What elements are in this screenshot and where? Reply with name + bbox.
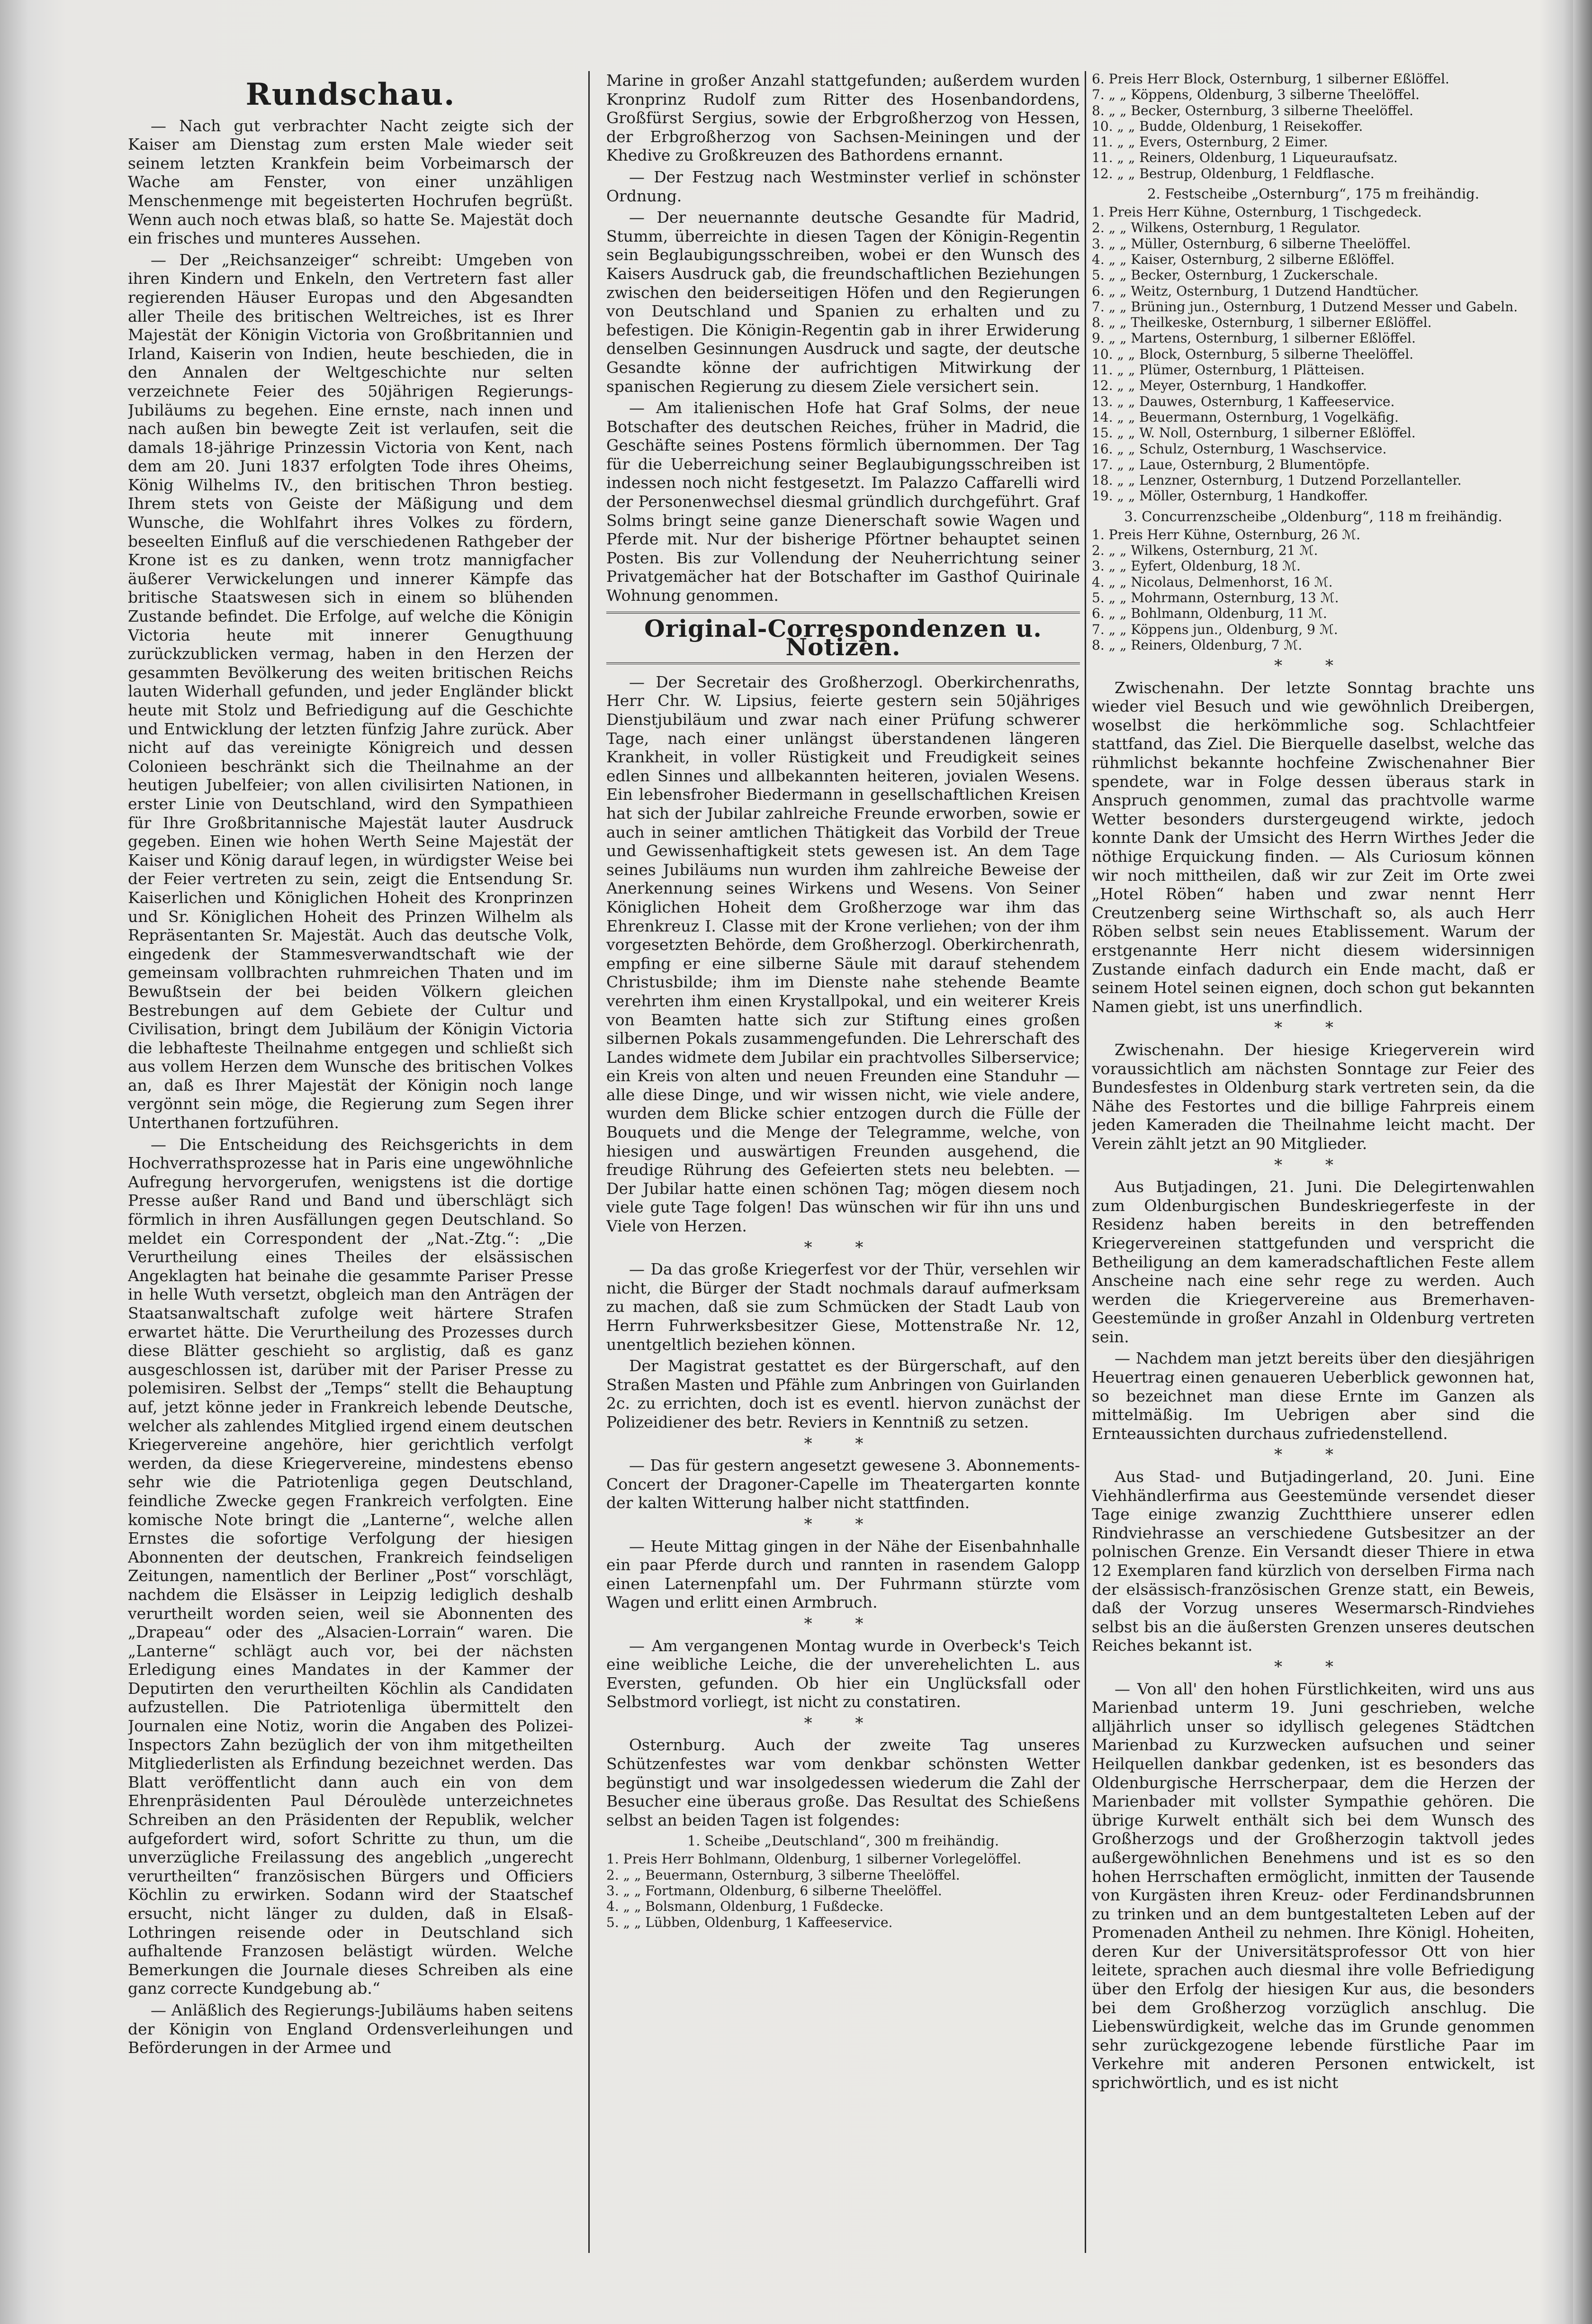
prize-entry: 15. „ „ W. Noll, Osternburg, 1 silberner Eßlöffel. xyxy=(1092,425,1416,441)
article-paragraph: — Der neuernannte deutsche Gesandte für Madrid, Stumm, überreichte in diesen Tagen der Königin-Regentin sein Beglaubigungsschreiben, wobei er den Wunsch des Kaisers Ausdruck gab, die freundschaftlichen Beziehungen zwischen den beiderseitigen Höfen und den Regierungen von Deutschland und Spanien zu erhalten und zu befestigen. Die Königin-Regentin gab in ihrer Erwiderung denselben Gesinnungen Ausdruck und sagte, der deutsche Gesandte könne der aufrichtigen Mitwirkung der spanischen Regierung zu diesem Ziele versichert sein. xyxy=(606,208,1080,396)
prize-entry: 3. „ „ Fortmann, Oldenburg, 6 silberne Theelöffel. xyxy=(606,1883,942,1899)
prize-entry: 4. „ „ Bolsmann, Oldenburg, 1 Fußdecke. xyxy=(606,1899,884,1915)
prize-entry: 18. „ „ Lenzner, Osternburg, 1 Dutzend Porzellanteller. xyxy=(1092,472,1462,488)
article-paragraph: — Der Festzug nach Westminster verlief in schönster Ordnung. xyxy=(606,167,1080,205)
prize-entry: 7. „ „ Brüning jun., Osternburg, 1 Dutzend Messer und Gabeln. xyxy=(1092,298,1518,315)
separator-stars: * * xyxy=(1274,656,1352,676)
separator-stars: * * xyxy=(804,1238,882,1257)
section-title-correspondenzen: Original-Correspondenzen u. Notizen. xyxy=(606,612,1080,664)
prize-list xyxy=(1092,71,1535,181)
prize-list xyxy=(1092,527,1535,653)
prize-entry: 2. „ „ Wilkens, Osternburg, 21 ℳ. xyxy=(1092,543,1318,559)
prize-entry: 13. „ „ Dauwes, Osternburg, 1 Kaffeeservice. xyxy=(1092,393,1395,409)
prize-entry: 1. Preis Herr Kühne, Osternburg, 26 ℳ. xyxy=(1092,526,1361,543)
prize-entry: 5. „ „ Becker, Osternburg, 1 Zuckerschale. xyxy=(1092,267,1378,283)
article-paragraph: Aus Butjadingen, 21. Juni. Die Delegirtenwahlen zum Oldenburgischen Bundeskriegerfeste in der Residenz haben bereits in den betreffenden Kriegervereinen stattgefunden und verspricht die Betheiligung an dem kameradschaftlichen Feste allem Anscheine nach eine sehr rege zu werden. Auch werden die Kriegervereine aus Bremerhaven-Geestemünde in großer Anzahl in Oldenburg vertreten sein. xyxy=(1092,1177,1535,1346)
separator-stars: * * xyxy=(804,1434,882,1453)
prize-entry: 11. „ „ Reiners, Oldenburg, 1 Liqueuraufsatz. xyxy=(1092,150,1398,166)
prize-entry: 1. Preis Herr Bohlmann, Oldenburg, 1 silberner Vorlegelöffel. xyxy=(606,1851,1022,1867)
prize-entry: 17. „ „ Laue, Osternburg, 2 Blumentöpfe. xyxy=(1092,456,1370,472)
column-rule-left xyxy=(588,71,590,2253)
article-paragraph: — Der „Reichsanzeiger“ schreibt: Umgeben von ihren Kindern und Enkeln, den Vertretern fast aller regierenden Häuser Europas und den Abgesandten aller Theile des britischen Weltreiches, ist es Ihrer Majestät der Königin Victoria von Großbritannien und Irland, Kaiserin von Indien, heute beschieden, die in den Annalen der Weltgeschichte nur selten verzeichnete Feier des 50jährigen Regierungs-Jubiläums zu begehen. Eine ernste, nach innen und nach außen bin bewegte Zeit ist verlaufen, seit die damals 18-jährige Prinzessin Victoria von Kent, nach dem am 20. Juni 1837 erfolgten Tode ihres Oheims, König Wilhelms IV., den britischen Thron bestieg. Ihrem stets von Geiste der Mäßigung und dem Wunsche, die Wohlfahrt ihres Volkes zu fördern, beseelten Einfluß auf die verschiedenen Rathgeber der Krone ist es zu danken, wenn trotz mannigfacher äußerer Verwickelungen und innerer Kämpfe das britische Staatswesen sich in einem so blühenden Zustande befindet. Die Erfolge, auf welche die Königin Victoria heute mit innerer Genugthuung zurückzublicken vermag, haben in den Herzen der gesammten Bevölkerung des weiten britischen Reichs lauten Widerhall gefunden, und jeder Engländer blickt heute mit Stolz und Befriedigung auf die Geschichte und Entwicklung der letzten fünfzig Jahre zurück. Aber nicht auf das vereinigte Königreich und dessen Colonieen beschränkt sich die Theilnahme an der heutigen Jubelfeier; von allen civilisirten Nationen, in erster Linie von Deutschland, wird den Sympathieen für Ihre Großbritannische Majestät lauter Ausdruck gegeben. Einen wie hohen Werth Seine Majestät der Kaiser und König darauf legen, in würdigster Weise bei der Feier vertreten zu sein, zeigt die Entsendung Sr. Kaiserlichen und Königlichen Hoheit des Kronprinzen und Sr. Königlichen Hoheit des Prinzen Wilhelm als Repräsentanten Sr. Majestät. Auch das deutsche Volk, eingedenk der Stammesverwandtschaft wie der gemeinsam vollbrachten ruhmreichen Thaten und im Bewußtsein der bei beiden Völkern gleichen Bestrebungen auf dem Gebiete der Cultur und Civilisation, bringt dem Jubiläum der Königin Victoria die lebhafteste Theilnahme entgegen und schließt sich aus vollem Herzen dem Wunsche des britischen Volkes an, daß es Ihrer Majestät der Königin noch lange vergönnt sein möge, die Regierung zum Segen ihrer Unterthanen fortzuführen. xyxy=(128,250,573,1132)
article-paragraph: Zwischenahn. Der letzte Sonntag brachte uns wieder viel Besuch und wie gewöhnlich Dreibergen, woselbst die herkömmliche sog. Schlachtfeier stattfand, das Ziel. Die Bierquelle daselbst, welche das rühmlichst bekannte hochfeine Zwischenahner Bier spendete, war in Folge dessen überaus stark in Anspruch genommen, zumal das prachtvolle warme Wetter besonders durstergeugend wirkte, jedoch konnte Dank der Umsicht des Herrn Wirthes Jeder die nöthige Erquickung finden. — Als Curiosum können wir noch mittheilen, daß wir zur Zeit im Orte zwei „Hotel Röben“ haben und zwar nennt Herr Creutzenberg seine Wirthschaft so, als auch Herr Röben selbst sein neues Etablissement. Warum der erstgenannte Herr nicht diesem widersinnigen Zustande einfach dadurch ein Ende macht, daß er seinem Hotel seinen eignen, doch schon gut bekannten Namen giebt, ist uns unerfindlich. xyxy=(1092,678,1535,1016)
prize-entry: 11. „ „ Plümer, Osternburg, 1 Plätteisen. xyxy=(1092,362,1365,378)
article-paragraph: — Der Secretair des Großherzogl. Oberkirchenraths, Herr Chr. W. Lipsius, feierte gestern sein 50jähriges Dienstjubiläum und zwar nach einer Prüfung schwerer Tage, nach einer unlängst überstandenen längeren Krankheit, in voller Rüstigkeit und Freudigkeit seines edlen Sinnes und allbekannten heiteren, jovialen Wesens. Ein lebensfroher Biedermann in gesellschaftlichen Kreisen hat sich der Jubilar zahlreiche Freunde erworben, sowie er auch in seiner amtlichen Thätigkeit das Vorbild der Treue und Gewissenhaftigkeit stets gewesen ist. An dem Tage seines Jubiläums nun wurden ihm zahlreiche Beweise der Anerkennung seines Wirkens und Wesens. Von Seiner Königlichen Hoheit dem Großherzoge war ihm das Ehrenkreuz I. Classe mit der Krone verliehen; von der ihm vorgesetzten Behörde, dem Großherzogl. Oberkirchenrath, empfing er eine silberne Säule mit darauf stehendem Christusbilde; ihm im Dienste nahe stehende Beamte verehrten ihm einen Krystallpokal, und ein weiterer Kreis von Beamten hatte sich zur Stiftung eines großen silbernen Pokals zusammengefunden. Die Lehrerschaft des Landes widmete dem Jubilar ein prachtvolles Silberservice; ein Kreis von alten und neuen Freunden eine Standuhr — alle diese Dinge, und wir wissen nicht, wie viele andere, wurden dem Blicke schier entzogen durch die Fülle der Bouquets und die Menge der Telegramme, welche, von hiesigen und auswärtigen Freunden ausgehend, die freudige Rührung des Gefeierten stets neu belebten. — Der Jubilar hatte einen schönen Tag; mögen diesem noch viele gute Tage folgen! Das wünschen wir für ihn uns und Viele von Herzen. xyxy=(606,672,1080,1236)
article-paragraph: — Das für gestern angesetzt gewesene 3. Abonnements-Concert der Dragoner-Capelle im Theatergarten konnte der kalten Witterung halber nicht stattfinden. xyxy=(606,1456,1080,1512)
prize-entry: 8. „ „ Theilkeske, Osternburg, 1 silberner Eßlöffel. xyxy=(1092,315,1432,331)
article-paragraph: Zwischenahn. Der hiesige Kriegerverein wird voraussichtlich am nächsten Sonntage zur Feier des Bundesfestes in Oldenburg stark vertreten sein, da die Nähe des Festortes und die billige Fahrpreis einem jeden Kameraden die Theilnahme leicht macht. Der Verein zählt jetzt an 90 Mitglieder. xyxy=(1092,1040,1535,1153)
prize-entry: 12. „ „ Bestrup, Oldenburg, 1 Feldflasche. xyxy=(1092,165,1375,181)
prize-entry: 9. „ „ Martens, Osternburg, 1 silberner Eßlöffel. xyxy=(1092,330,1416,346)
prize-entry: 2. „ „ Beuermann, Osternburg, 3 silberne Theelöffel. xyxy=(606,1867,960,1883)
prize-entry: 6. „ „ Weitz, Osternburg, 1 Dutzend Handtücher. xyxy=(1092,283,1419,299)
article-paragraph: — Da das große Kriegerfest vor der Thür, versehlen wir nicht, die Bürger der Stadt nochmals darauf aufmerksam zu machen, daß sie zum Schmücken der Stadt Laub von Herrn Fuhrwerksbesitzer Giese, Mottenstraße Nr. 12, unentgeltlich beziehen können. xyxy=(606,1260,1080,1354)
separator-stars: * * xyxy=(804,1514,882,1534)
article-paragraph: — Am vergangenen Montag wurde in Overbeck's Teich eine weibliche Leiche, die der unverehelichten L. aus Eversten, gefunden. Ob hier ein Unglücksfall oder Selbstmord vorliegt, ist nicht zu constatiren. xyxy=(606,1636,1080,1711)
separator-stars: * * xyxy=(1274,1155,1352,1175)
article-paragraph: — Nachdem man jetzt bereits über den diesjährigen Heuertrag einen genaueren Ueberblick gewonnen hat, so bezeichnet man diese Ernte im Ganzen als mittelmäßig. Im Uebrigen aber sind die Ernteaussichten durchaus zufriedenstellend. xyxy=(1092,1349,1535,1443)
article-paragraph: — Anläßlich des Regierungs-Jubiläums haben seitens der Königin von England Ordensverleihungen und Beförderungen in der Armee und xyxy=(128,2000,573,2057)
article-paragraph: Aus Stad- und Butjadingerland, 20. Juni. Eine Viehhändlerfirma aus Geestemünde versendet dieser Tage einige zwanzig Zuchtthiere unserer edlen Rindviehrasse an verschiedene Gutsbesitzer an der polnischen Grenze. Ein Versandt dieser Thiere in etwa 12 Exemplaren fand kürzlich von derselben Firma nach der elsässisch-französischen Grenze statt, ein Beweis, daß der Vorzug unseres Wesermarsch-Rindviehes selbst bis an die äußersten Grenzen unseres deutschen Reiches bekannt ist. xyxy=(1092,1467,1535,1655)
prize-entry: 4. „ „ Kaiser, Osternburg, 2 silberne Eßlöffel. xyxy=(1092,251,1395,267)
prize-entry: 5. „ „ Mohrmann, Osternburg, 13 ℳ. xyxy=(1092,589,1339,606)
article-paragraph: — Nach gut verbrachter Nacht zeigte sich der Kaiser am Dienstag zum ersten Male wieder seit seinem letzten Krankfein beim Vorbeimarsch der Wache am Fenster, von einer unzähligen Menschenmenge mit begeisterten Hochrufen begrüßt. Wenn auch noch etwas blaß, so hatte Se. Majestät doch ein frisches und munteres Aussehen. xyxy=(128,116,573,248)
prize-entry: 5. „ „ Lübben, Oldenburg, 1 Kaffeeservice. xyxy=(606,1914,893,1930)
separator-stars: * * xyxy=(1274,1018,1352,1038)
column-3 xyxy=(1092,71,1535,2258)
prize-entry: 8. „ „ Becker, Osternburg, 3 silberne Theelöffel. xyxy=(1092,102,1413,118)
prize-entry: 3. „ „ Müller, Osternburg, 6 silberne Theelöffel. xyxy=(1092,235,1411,252)
prize-entry: 8. „ „ Reiners, Oldenburg, 7 ℳ. xyxy=(1092,637,1303,653)
prize-list-heading: 3. Concurrenzscheibe „Oldenburg“, 118 m freihändig. xyxy=(1124,508,1502,524)
column-rule-right xyxy=(1085,71,1086,2253)
separator-stars: * * xyxy=(804,1614,882,1633)
separator-stars: * * xyxy=(1274,1445,1352,1465)
column-2 xyxy=(606,71,1080,2258)
prize-entry: 1. Preis Herr Kühne, Osternburg, 1 Tischgedeck. xyxy=(1092,204,1422,220)
prize-entry: 11. „ „ Evers, Osternburg, 2 Eimer. xyxy=(1092,134,1328,150)
article-paragraph: — Von all' den hohen Fürstlichkeiten, wird uns aus Marienbad unterm 19. Juni geschrieben, welche alljährlich unser so idyllisch gelegenes Städtchen Marienbad zu Kurzwecken aufsuchen und seiner Heilquellen dankbar gedenken, ist es besonders das Oldenburgische Herrscherpaar, dem die Herzen der Marienbader mit vollster Sympathie gehören. Die übrige Kurwelt enthält sich bei dem Wunsch des Großherzogs und der Großherzogin taktvoll jedes außergewöhnlichen Benehmens und ist es so den hohen Herrschaften ermöglicht, inmitten der Tausende von Kurgästen ihren Kreuz- oder Ferdinandsbrunnen zu trinken und an dem buntgestalteten Leben auf der Promenaden Antheil zu nehmen. Ihre Königl. Hoheiten, deren Kur der Universitätsprofessor Ott von hier leitete, sprachen auch diesmal ihre volle Befriedigung über den Erfolg der hiesigen Kur aus, die besonders bei dem Großherzog vorzüglich anschlug. Die Liebenswürdigkeit, welche das im Grunde genommen sehr zurückgezogene lebende fürstliche Paar im Verkehre mit anderen Personen entwickelt, ist sprichwörtlich, und es ist nicht xyxy=(1092,1679,1535,2092)
prize-entry: 10. „ „ Block, Osternburg, 5 silberne Theelöffel. xyxy=(1092,346,1414,362)
article-paragraph: Osternburg. Auch der zweite Tag unseres Schützenfestes war vom denkbar schönsten Wetter begünstigt und war insolgedessen wiederum die Zahl der Besucher eine überaus große. Das Resultat des Schießens selbst an beiden Tagen ist folgendes: xyxy=(606,1736,1080,1829)
prize-list-heading: 1. Scheibe „Deutschland“, 300 m freihändig. xyxy=(687,1833,999,1849)
prize-list-heading: 2. Festscheibe „Osternburg“, 175 m freihändig. xyxy=(1147,186,1479,202)
prize-list xyxy=(606,1851,1080,1930)
prize-entry: 6. „ „ Bohlmann, Oldenburg, 11 ℳ. xyxy=(1092,606,1327,622)
article-paragraph: Der Magistrat gestattet es der Bürgerschaft, auf den Straßen Masten und Pfähle zum Anbringen von Guirlanden 2c. zu errichten, doch ist es eventl. hiervon zunächst der Polizeidiener des betr. Reviers in Kenntniß zu setzen. xyxy=(606,1356,1080,1431)
prize-entry: 4. „ „ Nicolaus, Delmenhorst, 16 ℳ. xyxy=(1092,574,1333,590)
prize-entry: 7. „ „ Köppens jun., Oldenburg, 9 ℳ. xyxy=(1092,621,1338,637)
separator-stars: * * xyxy=(1274,1657,1352,1676)
article-paragraph: — Am italienischen Hofe hat Graf Solms, der neue Botschafter des deutschen Reiches, früher in Madrid, die Geschäfte seines Postens förmlich übernommen. Der Tag für die Ueberreichung seiner Beglaubigungsschreiben ist indessen noch nicht festgesetzt. Im Palazzo Caffarelli wird der Personenwechsel diesmal gründlich durchgeführt. Graf Solms bringt seine ganze Dienerschaft sowie Wagen und Pferde mit. Nur der bisherige Pförtner behauptet seinen Posten. Bis zur Vollendung der Neuherrichtung seiner Privatgemächer hat der Botschafter im Gasthof Quirinale Wohnung genommen. xyxy=(606,398,1080,605)
section-title-rundschau: Rundschau. xyxy=(245,77,456,112)
article-paragraph: Marine in großer Anzahl stattgefunden; außerdem wurden Kronprinz Rudolf zum Ritter des Hosenbandordens, Großfürst Sergius, sowie der Erbgroßherzog von Hessen, der Erbgroßherzog von Sachsen-Meiningen und der Khedive zu Großkreuzen des Bathordens ernannt. xyxy=(606,71,1080,165)
separator-stars: * * xyxy=(804,1713,882,1733)
column-1 xyxy=(128,71,573,2258)
article-paragraph: — Die Entscheidung des Reichsgerichts in dem Hochverrathsprozesse hat in Paris eine ungewöhnliche Aufregung hervorgerufen, wenigstens ist die dortige Presse außer Rand und Band und überschlägt sich förmlich in ihren Ausfällungen gegen Deutschland. So meldet ein Correspondent der „Nat.-Ztg.“: „Die Verurtheilung eines Theiles der elsässischen Angeklagten hat beinahe die gesammte Pariser Presse in helle Wuth versetzt, obgleich man den Anträgen der Staatsanwaltschaft zufolge weit härtere Strafen erwartet hätte. Die Verurtheilung des Prozesses durch diese Blätter geschieht so arglistig, daß es ganz ausgeschlossen ist, darüber mit der Pariser Presse zu polemisiren. Selbst der „Temps“ stellt die Behauptung auf, jetzt könne jeder in Frankreich lebende Deutsche, welcher als zahlendes Mitglied irgend einem deutschen Kriegervereine angehöre, hier gerichtlich verfolgt werden, da diese Kriegervereine, mindestens ebenso sehr wie die Patriotenliga gegen Deutschland, feindliche Zwecke gegen Frankreich verfolgten. Eine komische Note bringt die „Lanterne“, welche allen Ernstes die sofortige Verfolgung der hiesigen Abonnenten der deutschen, Frankreich feindseligen Zeitungen, namentlich der Berliner „Post“ vorschlägt, nachdem die Elsässer in Leipzig lediglich deshalb verurtheilt worden seien, weil sie Abonnenten des „Drapeau“ oder des „Alsacien-Lorrain“ waren. Die „Lanterne“ schlägt auch vor, bei der nächsten Erledigung eines Mandates in der Kammer der Deputirten den verurtheilten Köchlin als Candidaten aufzustellen. Die Patriotenliga übermittelt den Journalen eine Notiz, worin die Angaben des Polizei-Inspectors Zahn bezüglich der von ihm mitgetheilten Mitgliederlisten als Erfindung bezeichnet werden. Das Blatt veröffentlicht dann auch ein von dem Ehrenpräsidenten Paul Déroulède unterzeichnetes Schreiben an den Präsidenten der Republik, welcher aufgefordert wird, sofort Schritte zu thun, um die unverzügliche Freilassung des angeblich „ungerecht verurtheilten“ französischen Bürgers und Officiers Köchlin zu erwirken. Sodann wird der Staatschef ersucht, nicht länger zu dulden, daß in Elsaß-Lothringen reisende oder in Deutschland sich aufhaltende Franzosen belästigt würden. Welche Bemerkungen die Journale dieses Schreiben als eine ganz correcte Kundgebung ab.“ xyxy=(128,1135,573,1998)
prize-entry: 19. „ „ Möller, Osternburg, 1 Handkoffer. xyxy=(1092,488,1368,504)
prize-entry: 6. Preis Herr Block, Osternburg, 1 silberner Eßlöffel. xyxy=(1092,71,1449,87)
prize-entry: 12. „ „ Meyer, Osternburg, 1 Handkoffer. xyxy=(1092,378,1367,394)
prize-entry: 2. „ „ Wilkens, Osternburg, 1 Regulator. xyxy=(1092,220,1361,236)
article-paragraph: — Heute Mittag gingen in der Nähe der Eisenbahnhalle ein paar Pferde durch und rannten in rasendem Galopp einen Laternenpfahl um. Der Fuhrmann stürzte vom Wagen und erlitt einen Armbruch. xyxy=(606,1537,1080,1612)
prize-entry: 3. „ „ Eyfert, Oldenburg, 18 ℳ. xyxy=(1092,558,1301,574)
prize-entry: 10. „ „ Budde, Oldenburg, 1 Reisekoffer. xyxy=(1092,118,1363,134)
prize-entry: 16. „ „ Schulz, Osternburg, 1 Waschservice. xyxy=(1092,441,1387,457)
prize-list xyxy=(1092,204,1535,504)
prize-entry: 7. „ „ Köppens, Oldenburg, 3 silberne Theelöffel. xyxy=(1092,87,1420,103)
prize-entry: 14. „ „ Beuermann, Osternburg, 1 Vogelkäfig. xyxy=(1092,409,1399,425)
page-edge-shadow xyxy=(1573,0,1592,2324)
